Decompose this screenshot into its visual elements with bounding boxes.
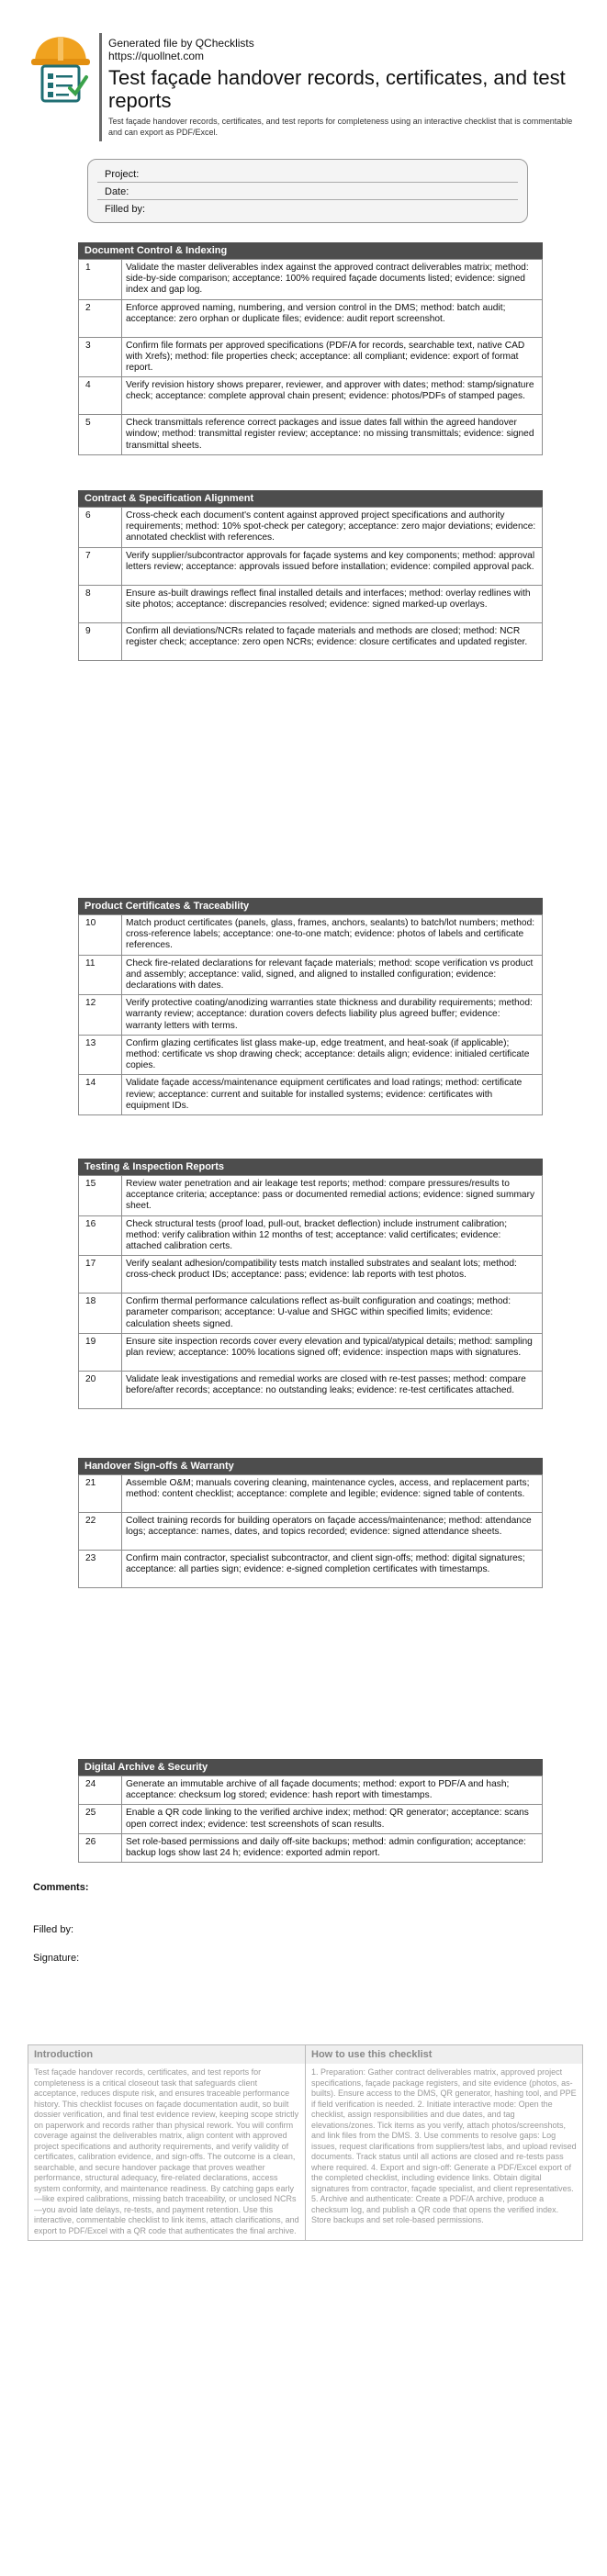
- item-number: 12: [79, 995, 122, 1036]
- date-field[interactable]: [97, 183, 518, 200]
- checklist-row[interactable]: [79, 1371, 543, 1408]
- item-number: 16: [79, 1215, 122, 1256]
- checklist-row[interactable]: [79, 1294, 543, 1334]
- checklist-row[interactable]: [79, 995, 543, 1036]
- item-text: Validate façade access/maintenance equipment certificates and load ratings; method: certificate review; acceptance: current and suitable for installed systems; evidence: certificates with equipment IDs.: [122, 1075, 543, 1115]
- section-title: Handover Sign-offs & Warranty: [78, 1458, 543, 1474]
- item-number: 11: [79, 955, 122, 995]
- checklist-row[interactable]: [79, 1475, 543, 1513]
- item-text: Set role-based permissions and daily off-site backups; method: admin configuration; acceptance: backup logs show last 24 h; evidence: exported admin report.: [122, 1833, 543, 1862]
- page-title: Test façade handover records, certificates, and test reports: [108, 66, 566, 112]
- item-number: 9: [79, 622, 122, 660]
- checklist-table: [78, 1474, 543, 1588]
- checklist-logo-icon: [28, 33, 94, 103]
- filled-by-label: Filled by:: [105, 204, 146, 215]
- item-text: Validate leak investigations and remedial works are closed with re-test passes; method: compare before/after records; acceptance: no outstanding leaks; evidence: re-test certificates attached.: [122, 1371, 543, 1408]
- item-number: 26: [79, 1833, 122, 1862]
- checklist-table: [78, 259, 543, 455]
- checklist-row[interactable]: [79, 915, 543, 956]
- checklist-row[interactable]: [79, 1333, 543, 1371]
- item-text: Verify supplier/subcontractor approvals for façade systems and key components; method: approval letters review; acceptance: approvals issued before installation; evidence: compiled approval pack.: [122, 547, 543, 585]
- item-text: Ensure site inspection records cover every elevation and typical/atypical details; method: sampling plan review; acceptance: 100% locations signed off; evidence: inspection maps with signatures.: [122, 1333, 543, 1371]
- item-number: 5: [79, 415, 122, 455]
- item-text: Verify protective coating/anodizing warranties state thickness and durability requirements; method: warranty review; acceptance: duration covers defects liability plus agreed buffer; evidence: warranty letters with terms.: [122, 995, 543, 1036]
- comments-label: Comments:: [33, 1882, 89, 1893]
- checklist-row[interactable]: [79, 955, 543, 995]
- section-digital-archive: [78, 1759, 543, 1863]
- filled-by-field[interactable]: [97, 200, 518, 218]
- item-text: Review water penetration and air leakage test reports; method: compare pressures/results to acceptance criteria; acceptance: pass or documented remedial actions; evidence: signed summary sheet.: [122, 1176, 543, 1216]
- item-number: 23: [79, 1551, 122, 1588]
- checklist-row[interactable]: [79, 585, 543, 622]
- item-number: 19: [79, 1333, 122, 1371]
- item-number: 7: [79, 547, 122, 585]
- item-text: Verify sealant adhesion/compatibility tests match installed substrates and sealant lots; method: cross-check product IDs; acceptance: pass; evidence: lab reports with test photos.: [122, 1256, 543, 1294]
- project-field[interactable]: [97, 165, 518, 183]
- item-text: Validate the master deliverables index against the approved contract deliverables matrix; method: side-by-side comparison; acceptance: 100% required façade documents listed; evidence: signed index and gap log.: [122, 260, 543, 300]
- item-text: Enforce approved naming, numbering, and version control in the DMS; method: batch audit; acceptance: zero orphan or duplicate files; evidence: audit report screenshot.: [122, 299, 543, 337]
- generated-by-text: Generated file by QChecklists: [108, 37, 254, 50]
- footer-filled-by-label: Filled by:: [33, 1924, 74, 1935]
- checklist-row[interactable]: [79, 622, 543, 660]
- checklist-row[interactable]: [79, 1176, 543, 1216]
- item-number: 25: [79, 1805, 122, 1833]
- checklist-row[interactable]: [79, 1256, 543, 1294]
- checklist-row[interactable]: [79, 1805, 543, 1833]
- item-number: 2: [79, 299, 122, 337]
- how-to-text: 1. Preparation: Gather contract deliverables matrix, approved project specifications, façade package registers, and site evidence (photos, as-builts). Ensure access to the DMS, QR generator, hashing tool, and PPE if field verification is needed. 2. Initiate interactive mode: Open the checklist, assign responsibilities and due dates, and tag elevations/zones. Tick items as you verify, attach photos/screenshots, and link files from the DMS. 3. Use comments to resolve gaps: Log issues, request clarifications from suppliers/test labs, and upload revised documents. Track status until all actions are closed and re-tests pass where required. 4. Export and sign-off: Generate a PDF/Excel export of the completed checklist, including evidence links. Obtain digital signatures from contractor, façade specialist, and client representatives. 5. Archive and authenticate: Create a PDF/A archive, produce a checksum log, and publish a QR code that opens the verified index. Store backups and set role-based permissions.: [311, 2067, 577, 2224]
- checklist-table: [78, 914, 543, 1115]
- item-text: Verify revision history shows preparer, reviewer, and approver with dates; method: stamp/signature check; acceptance: complete approval chain present; evidence: photos/PDFs of stamped pages.: [122, 377, 543, 415]
- introduction-text: Test façade handover records, certificates, and test reports for completeness is a critical closeout task that safeguards client acceptance, reduces dispute risk, and ensures traceable performance history. This checklist focuses on façade documentation audit, so built dossier verification, and final test evidence review, keeping scope strictly on paperwork and records rather than physical rework. You will confirm coverage against the deliverables matrix, align content with approved project specifications and authority requirements, and verify validity of certificates, calibration evidence, and sign-offs. The outcome is a clean, searchable, and secure handover package that proves weather performance, structural adequacy, fire-related declarations, access system conformity, and maintenance readiness. By catching gaps early—like expired calibrations, missing batch traceability, or unclosed NCRs—you avoid late delays, re-tests, and payment retention. Use this interactive, commentable checklist to link items, attach clarifications, and export to PDF/Excel with a QR code that authenticates the final archive.: [28, 2064, 306, 2240]
- item-text: Confirm all deviations/NCRs related to façade materials and methods are closed; method: NCR register check; acceptance: zero open NCRs; evidence: closure certificates and updated register.: [122, 622, 543, 660]
- section-title: Testing & Inspection Reports: [78, 1159, 543, 1175]
- header-divider: [99, 33, 102, 141]
- item-number: 21: [79, 1475, 122, 1513]
- section-title: Product Certificates & Traceability: [78, 898, 543, 914]
- item-text: Ensure as-built drawings reflect final installed details and interfaces; method: overlay redlines with site photos; acceptance: discrepancies resolved; evidence: signed marked-up overlays.: [122, 585, 543, 622]
- section-title: Digital Archive & Security: [78, 1759, 543, 1775]
- date-label: Date:: [105, 186, 129, 197]
- checklist-row[interactable]: [79, 1513, 543, 1551]
- checklist-row[interactable]: [79, 508, 543, 548]
- item-text: Check fire-related declarations for relevant façade materials; method: scope verification vs product and assembly; acceptance: valid, signed, and aligned to installed configuration; evidence: declarations with dates.: [122, 955, 543, 995]
- checklist-row[interactable]: [79, 337, 543, 377]
- source-url[interactable]: https://quollnet.com: [108, 50, 205, 62]
- item-text: Cross-check each document's content against approved project specifications and authority requirements; method: 10% spot-check per category; acceptance: zero major deviations; evidence: annotated checklist with references.: [122, 508, 543, 548]
- checklist-row[interactable]: [79, 547, 543, 585]
- section-handover-signoffs: [78, 1458, 543, 1588]
- checklist-row[interactable]: [79, 1075, 543, 1115]
- checklist-row[interactable]: [79, 415, 543, 455]
- signature-label: Signature:: [33, 1953, 80, 1964]
- checklist-row[interactable]: [79, 299, 543, 337]
- project-label: Project:: [105, 169, 140, 180]
- item-text: Enable a QR code linking to the verified archive index; method: QR generator; acceptance: scans open correct index; evidence: test screenshots of scan results.: [122, 1805, 543, 1833]
- item-number: 3: [79, 337, 122, 377]
- checklist-row[interactable]: [79, 377, 543, 415]
- section-contract-alignment: [78, 490, 543, 661]
- item-number: 22: [79, 1513, 122, 1551]
- item-number: 15: [79, 1176, 122, 1216]
- item-number: 10: [79, 915, 122, 956]
- item-number: 14: [79, 1075, 122, 1115]
- item-text: Confirm file formats per approved specifications (PDF/A for records, searchable text, native CAD with Xrefs); method: file properties check; acceptance: all compliant; evidence: export of format report.: [122, 337, 543, 377]
- project-info-box: [87, 159, 528, 223]
- item-text: Check structural tests (proof load, pull-out, bracket deflection) include instrument calibration; method: verify calibration within 12 months of test; acceptance: valid certificates; evidence: attached calibration certs.: [122, 1215, 543, 1256]
- checklist-row[interactable]: [79, 1035, 543, 1075]
- page-subtitle: Test façade handover records, certificates, and test reports for completeness using an interactive checklist that is commentable and can export as PDF/Excel.: [108, 117, 573, 137]
- checklist-table: [78, 507, 543, 661]
- checklist-row[interactable]: [79, 1551, 543, 1588]
- introduction-heading: Introduction: [28, 2045, 306, 2064]
- item-text: Confirm main contractor, specialist subcontractor, and client sign-offs; method: digital signatures; acceptance: all parties sign; evidence: e-signed completion certificates with timestamps.: [122, 1551, 543, 1588]
- how-to-heading: How to use this checklist: [306, 2045, 582, 2064]
- section-testing-inspection: [78, 1159, 543, 1409]
- item-number: 18: [79, 1294, 122, 1334]
- item-text: Confirm thermal performance calculations reflect as-built configuration and coatings; method: parameter comparison; acceptance: U-value and SHGC within specified limits; evidence: calculation sheets signed.: [122, 1294, 543, 1334]
- checklist-row[interactable]: [79, 1776, 543, 1805]
- item-text: Collect training records for building operators on façade access/maintenance; method: attendance logs; acceptance: names, dates, and topics recorded; evidence: signed attendance sheets.: [122, 1513, 543, 1551]
- checklist-table: [78, 1775, 543, 1863]
- section-title: Contract & Specification Alignment: [78, 490, 543, 507]
- item-number: 13: [79, 1035, 122, 1075]
- item-text: Confirm glazing certificates list glass make-up, edge treatment, and heat-soak (if applicable); method: certificate vs shop drawing check; acceptance: details align; evidence: initialed certificate copies.: [122, 1035, 543, 1075]
- item-number: 20: [79, 1371, 122, 1408]
- item-number: 6: [79, 508, 122, 548]
- section-product-certificates: [78, 898, 543, 1115]
- checklist-table: [78, 1175, 543, 1409]
- item-text: Generate an immutable archive of all façade documents; method: export to PDF/A and hash; acceptance: checksum log stored; evidence: hash report with timestamps.: [122, 1776, 543, 1805]
- item-text: Check transmittals reference correct packages and issue dates fall within the agreed handover window; method: transmittal register review; acceptance: no missing transmittals; evidence: signed transmittal sheets.: [122, 415, 543, 455]
- item-number: 24: [79, 1776, 122, 1805]
- item-text: Match product certificates (panels, glass, frames, anchors, sealants) to batch/lot numbers; method: cross-reference labels; acceptance: one-to-one match; evidence: photos of labels and certificate references.: [122, 915, 543, 956]
- section-title: Document Control & Indexing: [78, 242, 543, 259]
- item-number: 4: [79, 377, 122, 415]
- item-number: 1: [79, 260, 122, 300]
- checklist-row[interactable]: [79, 1833, 543, 1862]
- item-number: 8: [79, 585, 122, 622]
- checklist-row[interactable]: [79, 260, 543, 300]
- checklist-row[interactable]: [79, 1215, 543, 1256]
- item-number: 17: [79, 1256, 122, 1294]
- section-document-control: [78, 242, 543, 455]
- item-text: Assemble O&M; manuals covering cleaning, maintenance cycles, access, and replacement parts; method: content checklist; acceptance: complete and legible; evidence: signed table of contents.: [122, 1475, 543, 1513]
- info-panel: [28, 2044, 583, 2241]
